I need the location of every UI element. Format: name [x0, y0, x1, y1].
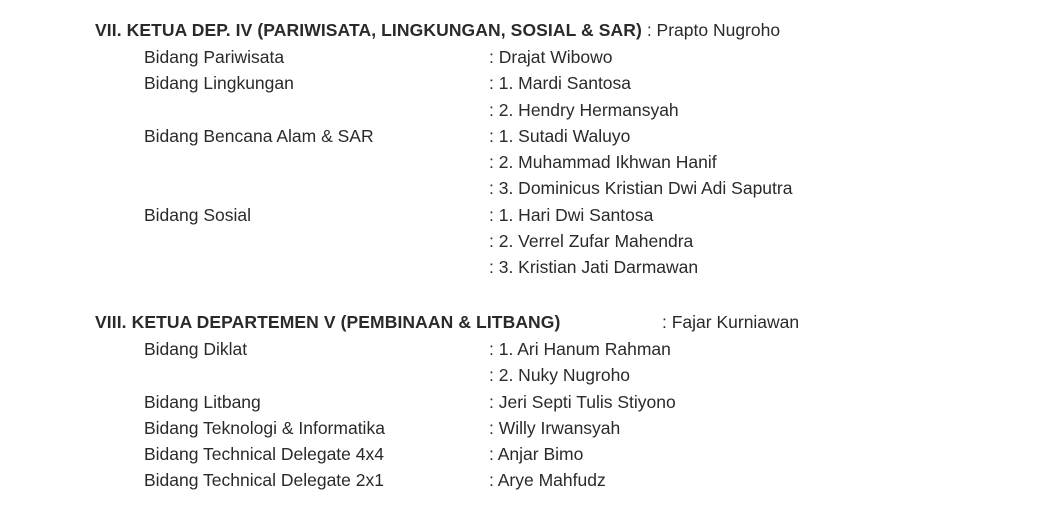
- field-value: : Arye Mahfudz: [489, 470, 606, 491]
- section-heading-dep-v: [95, 309, 800, 335]
- field-value: : 2. Muhammad Ikhwan Hanif: [489, 152, 717, 173]
- field-label: Bidang Teknologi & Informatika: [144, 417, 385, 438]
- section-leader: : Fajar Kurniawan: [662, 312, 800, 332]
- list-item: [0, 175, 1060, 201]
- field-value: : Willy Irwansyah: [489, 417, 621, 438]
- list-item: [0, 415, 1060, 441]
- field-label: Bidang Technical Delegate 4x4: [144, 444, 384, 465]
- field-label: Bidang Litbang: [144, 391, 261, 412]
- field-value: : 3. Dominicus Kristian Dwi Adi Saputra: [489, 178, 793, 199]
- list-item: [0, 336, 1060, 362]
- section-heading-dep-iv: [95, 17, 780, 43]
- section-title: VII. KETUA DEP. IV (PARIWISATA, LINGKUNGAN, SOSIAL & SAR): [95, 20, 642, 40]
- field-label: Bidang Technical Delegate 2x1: [144, 470, 384, 491]
- list-item: [0, 254, 1060, 280]
- section-leader: : Prapto Nugroho: [646, 20, 781, 40]
- list-item: [0, 149, 1060, 175]
- list-item: [0, 97, 1060, 123]
- field-value: : Anjar Bimo: [489, 444, 584, 465]
- list-item: [0, 467, 1060, 493]
- field-label: Bidang Pariwisata: [144, 47, 285, 67]
- field-value: : 2. Verrel Zufar Mahendra: [489, 231, 694, 252]
- field-value: : Jeri Septi Tulis Stiyono: [489, 391, 676, 412]
- list-item: [0, 123, 1060, 149]
- list-item: [0, 70, 1060, 96]
- field-value: : Drajat Wibowo: [489, 47, 613, 67]
- section-title: VIII. KETUA DEPARTEMEN V (PEMBINAAN & LITBANG): [95, 312, 561, 332]
- list-item: [0, 441, 1060, 467]
- field-label: Bidang Bencana Alam & SAR: [144, 125, 374, 146]
- field-value: : 1. Sutadi Waluyo: [489, 125, 631, 146]
- field-label: Bidang Diklat: [144, 339, 248, 359]
- list-item: [0, 362, 1060, 388]
- list-item: [0, 202, 1060, 228]
- field-value: : 2. Hendry Hermansyah: [489, 99, 679, 120]
- list-item: [0, 228, 1060, 254]
- list-item: [0, 389, 1060, 415]
- field-value: : 1. Hari Dwi Santosa: [489, 204, 654, 225]
- field-label: Bidang Sosial: [144, 204, 252, 225]
- field-value: : 2. Nuky Nugroho: [489, 365, 631, 386]
- field-value: : 1. Mardi Santosa: [489, 73, 632, 94]
- field-value: : 1. Ari Hanum Rahman: [489, 339, 671, 359]
- field-value: : 3. Kristian Jati Darmawan: [489, 257, 699, 278]
- field-label: Bidang Lingkungan: [144, 73, 294, 94]
- section-list-dep-v: [0, 336, 1060, 494]
- list-item: [0, 44, 1060, 70]
- section-list-dep-iv: [0, 44, 1060, 281]
